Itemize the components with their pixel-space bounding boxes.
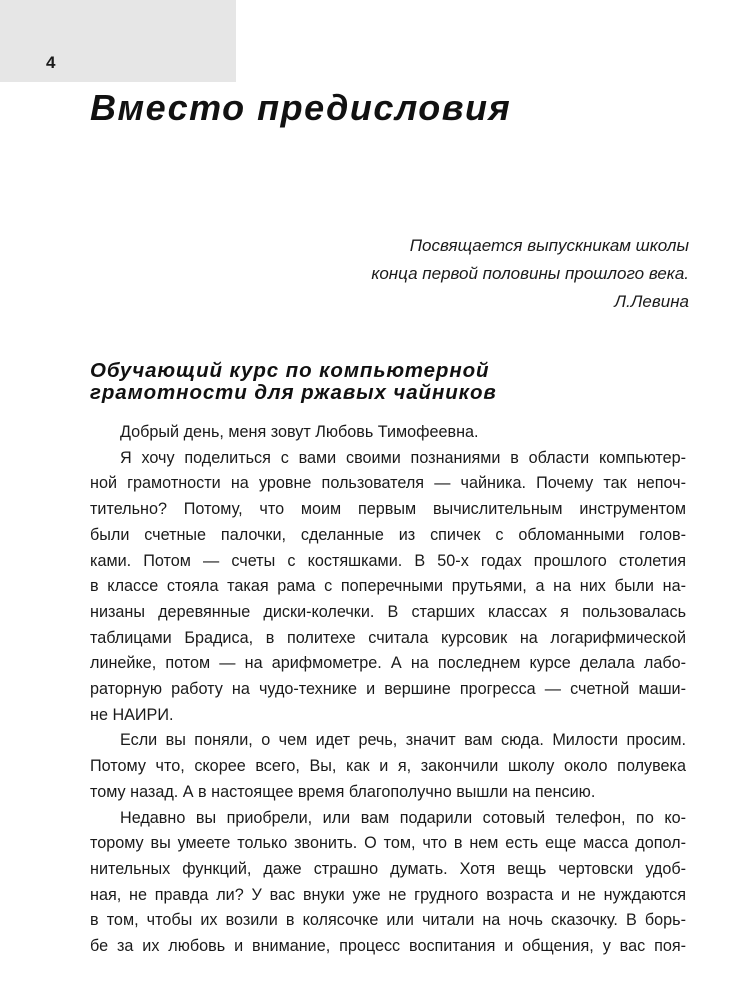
text-line: были счетные палочки, сделанные из спичек с обломанными голов- [90, 525, 686, 544]
text-line: ная, не правда ли? У вас внуки уже не грудного возраста и не нуждаются [90, 885, 686, 904]
dedication-line: Посвящается выпускникам школы [409, 236, 689, 255]
dedication-line: конца первой половины прошлого века. [371, 264, 689, 283]
text-line: нительных функций, даже страшно думать. Хотя вещь чертовски удоб- [90, 859, 686, 878]
text-line: Я хочу поделиться с вами своими познаниями в области компьютер- [120, 448, 686, 467]
paragraph-3 [90, 728, 686, 805]
text-line: ками. Потом — счеты с костяшками. В 50-х годах прошлого столетия [90, 551, 686, 570]
page-number: 4 [46, 53, 56, 72]
paragraph-4 [90, 806, 686, 960]
paragraph-2 [90, 446, 686, 729]
text-line: не НАИРИ. [90, 705, 174, 724]
text-line: в классе стояла такая рама с поперечными прутьями, а на них были на- [90, 577, 686, 596]
dedication [371, 232, 689, 316]
chapter-title: Вместо предисловия [90, 87, 512, 128]
text-line: Потому что, скорее всего, Вы, как и я, закончили школу около полувека [90, 757, 686, 776]
text-line: бе за их любовь и внимание, процесс воспитания и общения, у вас поя- [90, 937, 686, 956]
section-title-line: грамотности для ржавых чайников [90, 381, 497, 404]
text-line: Недавно вы приобрели, или вам подарили сотовый телефон, по ко- [120, 808, 686, 827]
page-number-tab [0, 0, 236, 82]
text-line: низаны деревянные диски-колечки. В старших классах я пользовалась [90, 602, 686, 621]
text-line: раторную работу на чудо-технике и вершине прогресса — счетной маши- [90, 680, 686, 699]
text-line: торому вы умеете только звонить. О том, что в нем есть еще масса допол- [90, 834, 686, 853]
text-line: линейке, потом — на арифмометре. А на последнем курсе делала лабо- [90, 654, 686, 673]
body-text [90, 420, 686, 960]
text-line: Если вы поняли, о чем идет речь, значит вам сюда. Милости просим. [120, 731, 686, 750]
section-title [90, 360, 497, 404]
text-line: тительно? Потому, что моим первым вычислительным инструментом [90, 500, 686, 519]
dedication-author: Л.Левина [614, 292, 689, 311]
section-title-line: Обучающий курс по компьютерной [90, 359, 490, 382]
text-line: таблицами Брадиса, в политехе считала курсовик на логарифмической [90, 628, 686, 647]
text-line: Добрый день, меня зовут Любовь Тимофеевна. [120, 423, 479, 441]
text-line: в том, чтобы их возили в колясочке или читали на ночь сказочку. В борь- [90, 911, 686, 930]
text-line: тому назад. А в настоящее время благополучно вышли на пенсию. [90, 782, 596, 801]
paragraph-1 [90, 420, 686, 446]
text-line: ной грамотности на уровне пользователя — чайника. Почему так непоч- [90, 474, 686, 493]
